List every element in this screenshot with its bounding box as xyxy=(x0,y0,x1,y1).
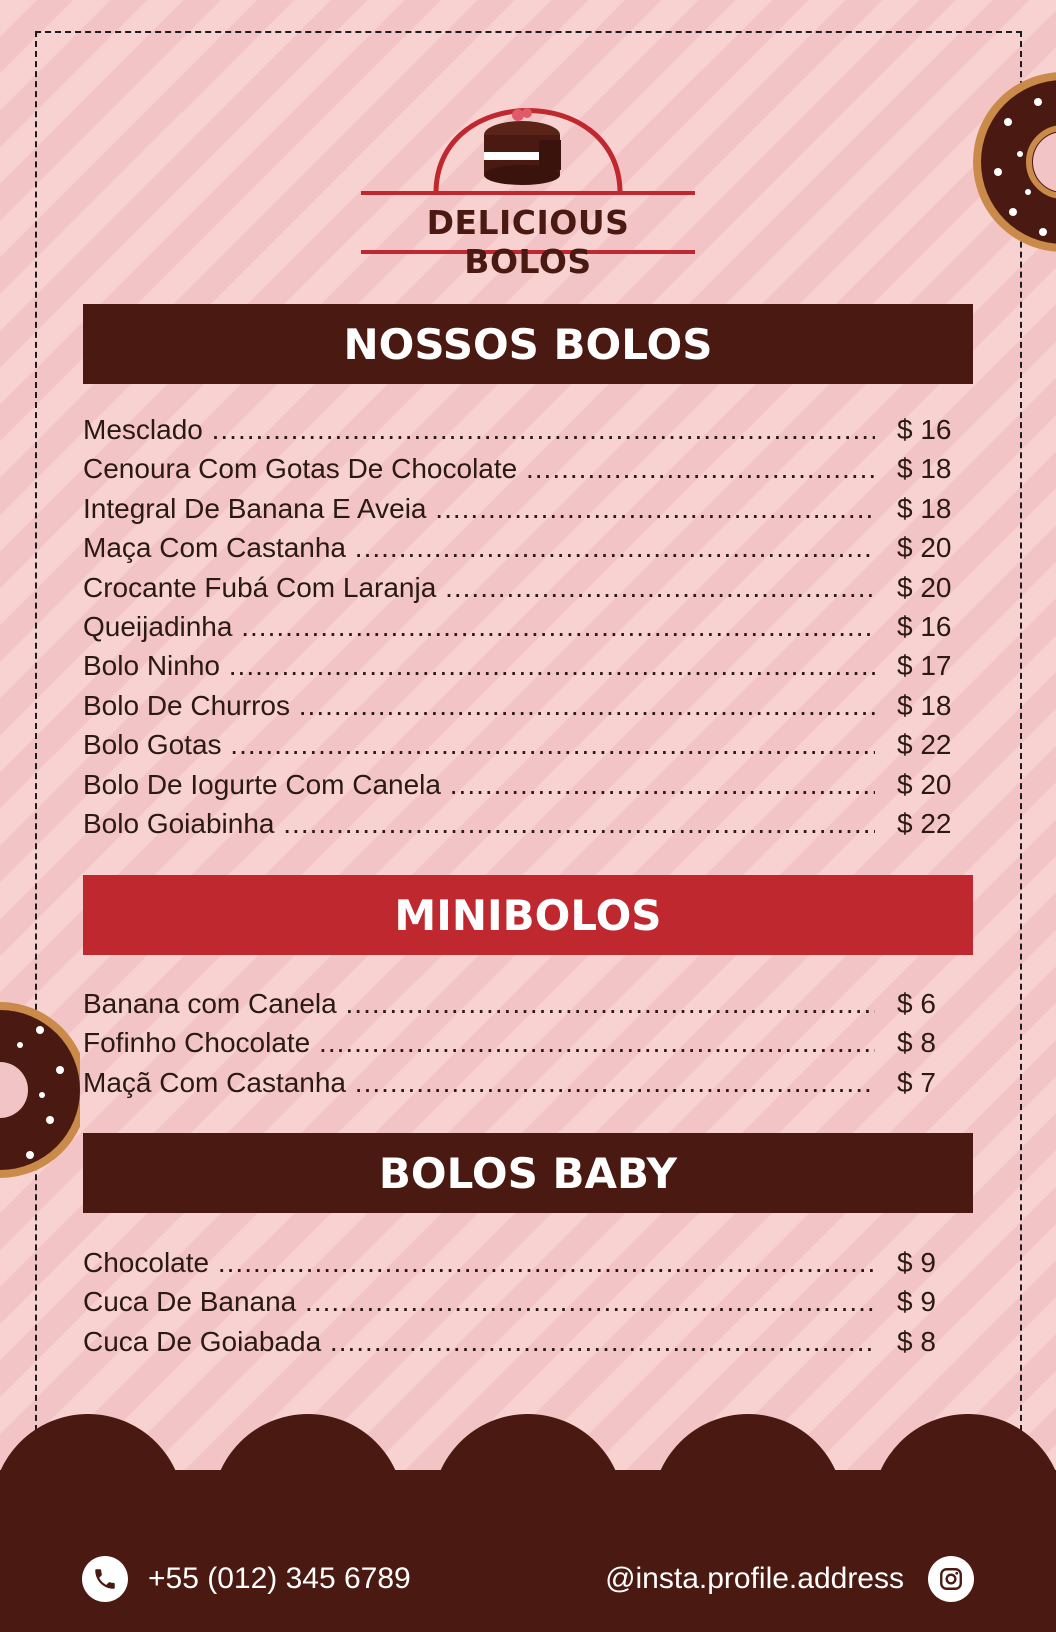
donut-illustration-top xyxy=(968,62,1056,262)
menu-item-price: $ 7 xyxy=(897,1066,936,1098)
menu-item-price: $ 22 xyxy=(897,807,952,839)
menu-item-price: $ 20 xyxy=(897,768,952,800)
menu-item-name: Queijadinha ..... xyxy=(83,607,875,646)
menu-item-name: Cenoura Com Gotas De Chocolate ..... xyxy=(83,449,875,488)
menu-item-price: $ 6 xyxy=(897,988,936,1019)
menu-item-price: $ 18 xyxy=(897,453,952,485)
menu-item-price: $ 17 xyxy=(897,650,952,682)
menu-item-name: Mesclado ..... xyxy=(83,410,875,449)
menu-item-name: Fofinho Chocolate ..... xyxy=(83,1023,875,1062)
menu-item xyxy=(83,1282,963,1321)
menu-item xyxy=(83,568,963,607)
menu-item xyxy=(83,1023,963,1062)
menu-item xyxy=(83,1322,963,1361)
phone-number: +55 (012) 345 6789 xyxy=(148,1562,411,1595)
brand-name: DELICIOUS BOLOS xyxy=(426,203,630,281)
menu-item-name: Chocolate ..... xyxy=(83,1243,875,1282)
menu-item xyxy=(83,725,963,764)
menu-item-price: $ 22 xyxy=(897,729,952,761)
menu-item xyxy=(83,528,963,567)
section-header-nossos-bolos: NOSSOS BOLOS xyxy=(83,304,973,384)
menu-item-name: Maçã Com Castanha ..... xyxy=(83,1063,875,1102)
menu-item-price: $ 8 xyxy=(897,1325,936,1357)
menu-item xyxy=(83,686,963,725)
instagram-icon xyxy=(928,1556,974,1602)
brand-logo xyxy=(359,88,697,281)
menu-item-price: $ 18 xyxy=(897,492,952,524)
menu-item xyxy=(83,410,963,449)
instagram-handle: @insta.profile.address xyxy=(605,1562,904,1595)
menu-item xyxy=(83,1243,963,1282)
section-header-bolos-baby: BOLOS BABY xyxy=(83,1133,973,1213)
menu-item xyxy=(83,765,963,804)
menu-list-bolos-baby xyxy=(83,1243,963,1361)
menu-item-name: Bolo De Iogurte Com Canela ..... xyxy=(83,765,875,804)
phone-icon xyxy=(82,1556,128,1602)
donut-illustration-left xyxy=(0,1000,80,1200)
menu-item-name: Cuca De Banana ..... xyxy=(83,1282,875,1321)
menu-item xyxy=(83,449,963,488)
menu-item-price: $ 20 xyxy=(897,571,952,603)
menu-list-nossos-bolos xyxy=(83,410,963,843)
menu-item xyxy=(83,646,963,685)
menu-item-name: Bolo Goiabinha ..... xyxy=(83,804,875,843)
menu-item-price: $ 20 xyxy=(897,532,952,564)
menu-item-name: Crocante Fubá Com Laranja ..... xyxy=(83,568,875,607)
menu-item-price: $ 18 xyxy=(897,689,952,721)
menu-item-price: $ 8 xyxy=(897,1027,936,1059)
menu-list-minibolos xyxy=(83,984,963,1102)
menu-item-name: Bolo De Churros ..... xyxy=(83,686,875,725)
menu-item-name: Maça Com Castanha ..... xyxy=(83,528,875,567)
menu-item xyxy=(83,1063,963,1102)
footer-phone[interactable] xyxy=(82,1555,411,1603)
menu-item xyxy=(83,489,963,528)
menu-item-name: Bolo Ninho ..... xyxy=(83,646,875,685)
menu-item-price: $ 9 xyxy=(897,1286,936,1318)
menu-item xyxy=(83,607,963,646)
menu-item-price: $ 9 xyxy=(897,1247,936,1278)
footer-instagram[interactable] xyxy=(605,1555,974,1603)
section-header-minibolos: MINIBOLOS xyxy=(83,875,973,955)
menu-item xyxy=(83,984,963,1023)
menu-item-name: Cuca De Goiabada ..... xyxy=(83,1322,875,1361)
menu-item-name: Banana com Canela ..... xyxy=(83,984,875,1023)
menu-item-name: Integral De Banana E Aveia ..... xyxy=(83,489,875,528)
menu-item-price: $ 16 xyxy=(897,610,952,642)
menu-item-name: Bolo Gotas ..... xyxy=(83,725,875,764)
menu-item-price: $ 16 xyxy=(897,414,952,445)
menu-item xyxy=(83,804,963,843)
